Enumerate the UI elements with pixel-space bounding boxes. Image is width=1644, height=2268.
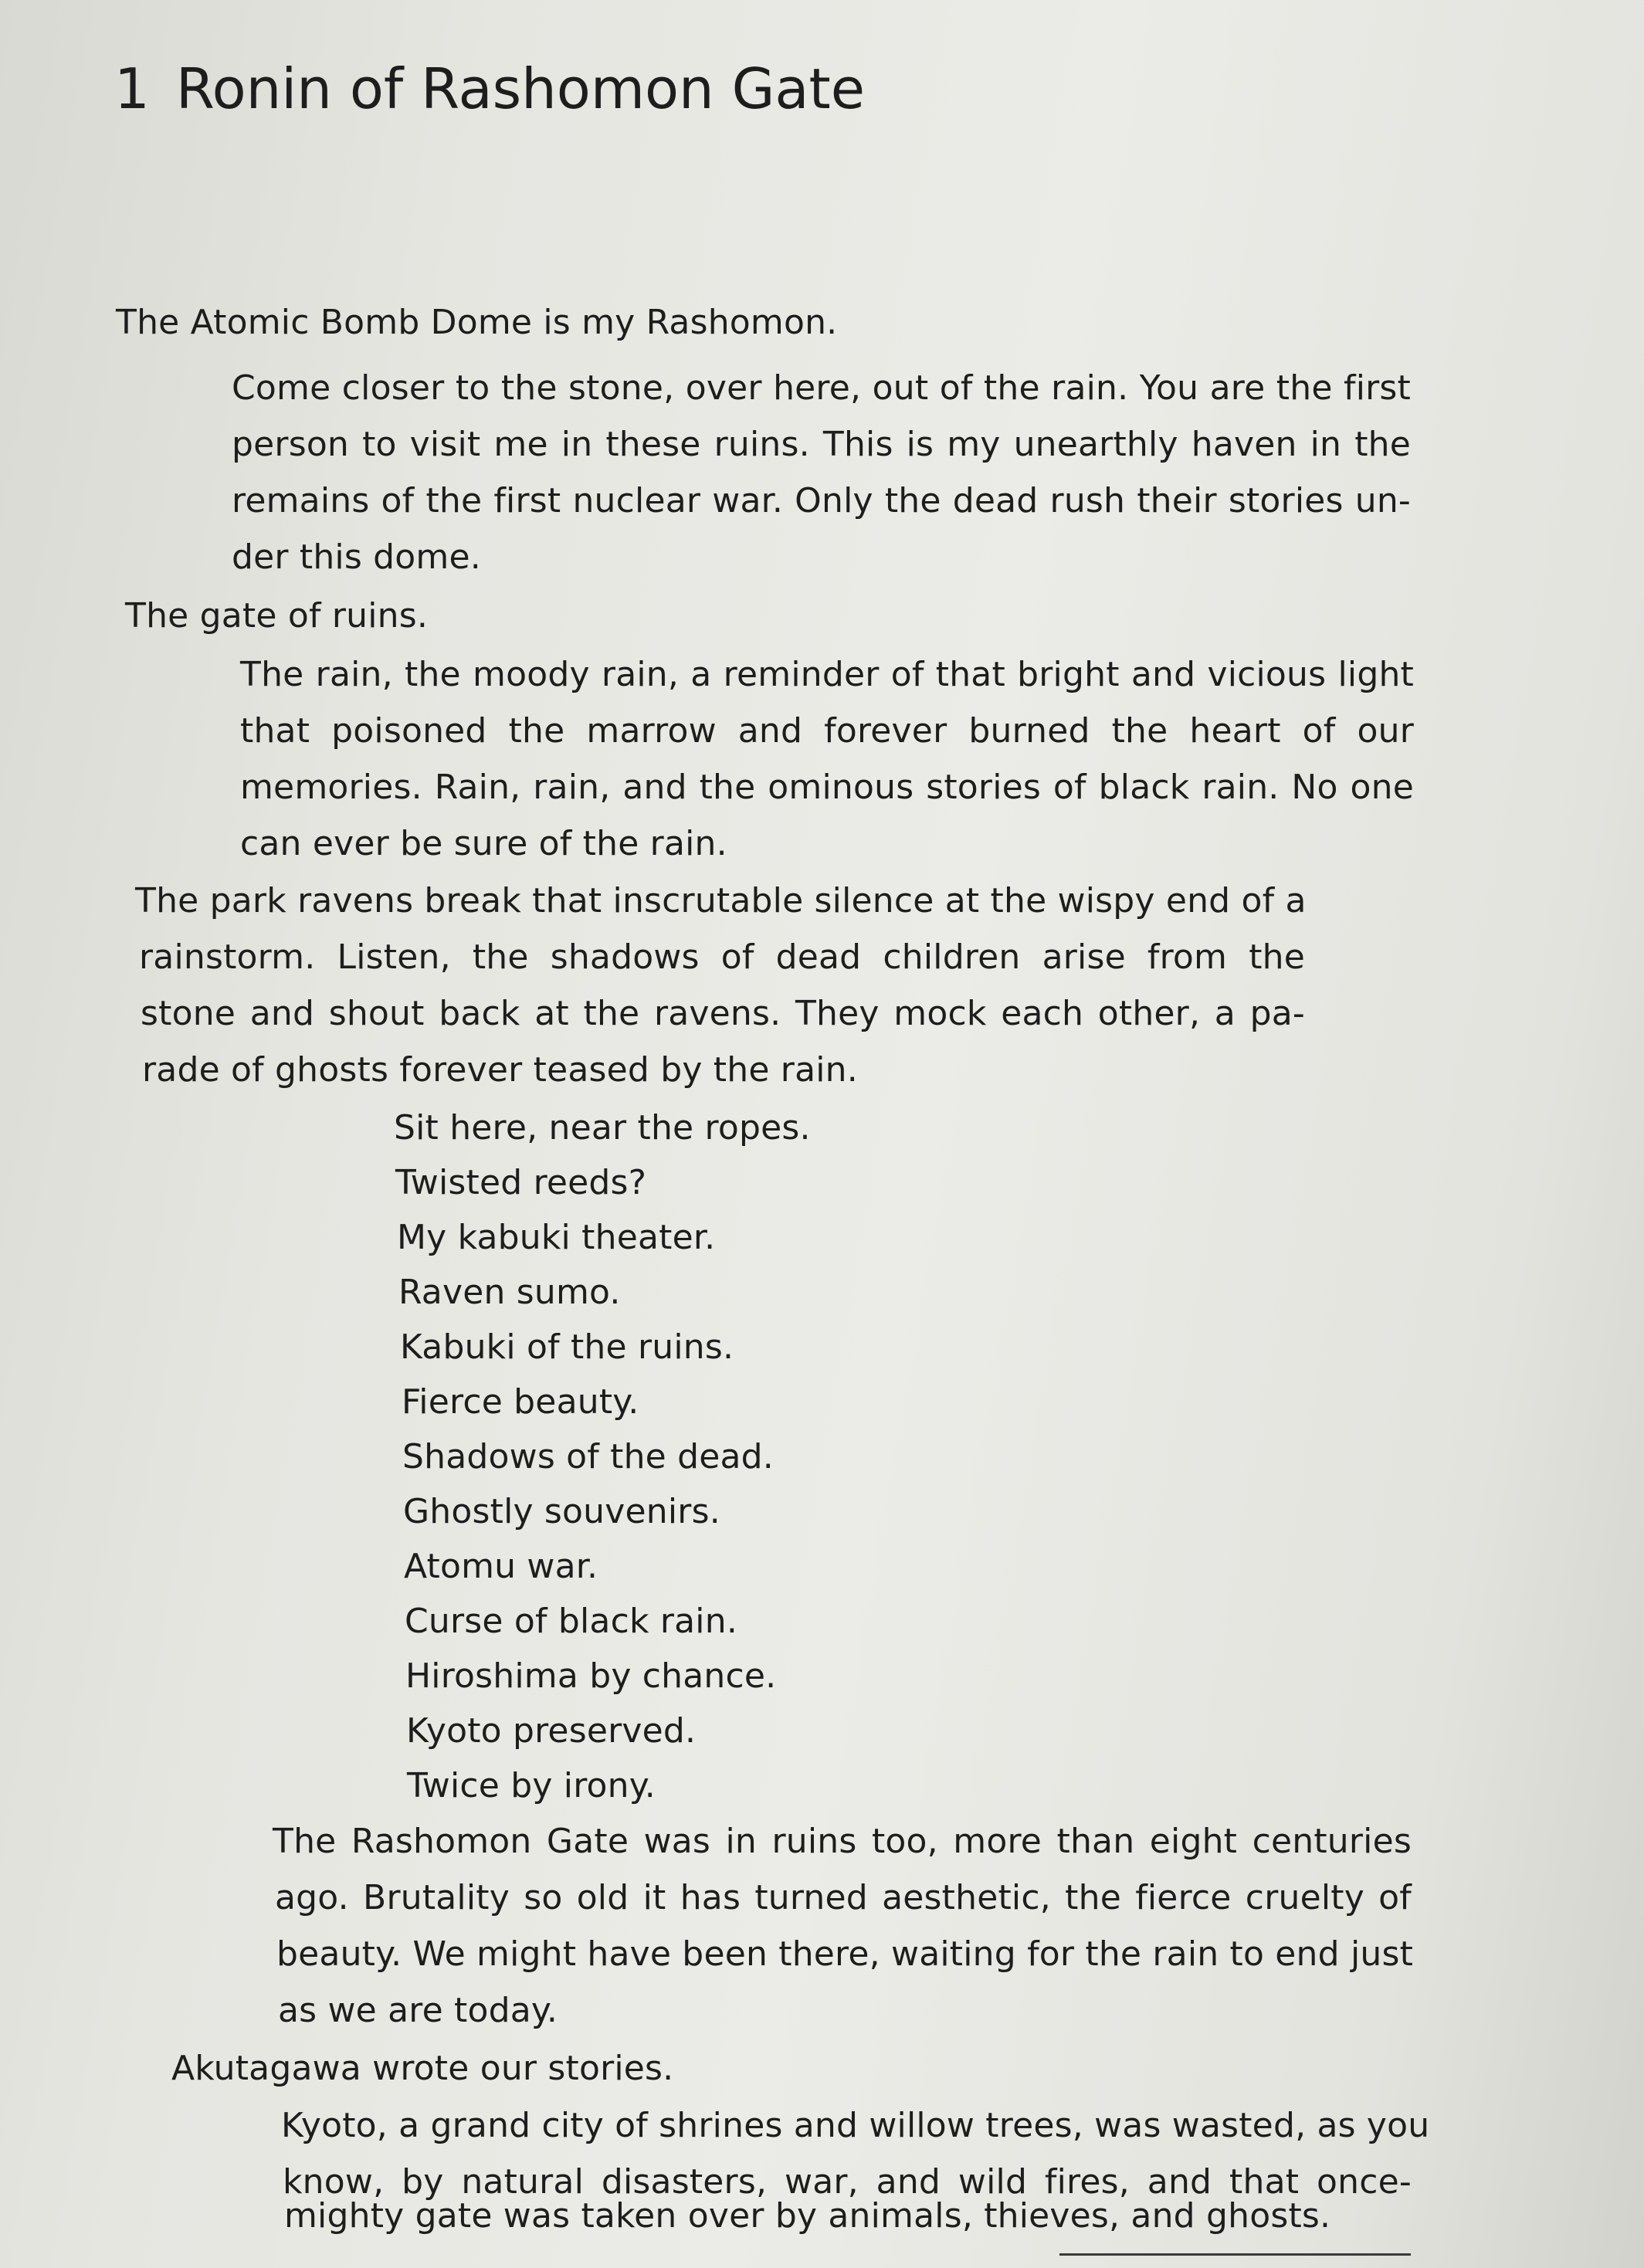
- text-line: Come closer to the stone, over here, out of the rain. You are the first: [232, 368, 1411, 408]
- text-line: The Atomic Bomb Dome is my Rashomon.: [116, 303, 838, 342]
- text-line: rade of ghosts forever teased by the rain.: [142, 1050, 858, 1090]
- text-line: know, by natural disasters, war, and wild fires, and that once-: [283, 2162, 1412, 2202]
- text-line: ago. Brutality so old it has turned aesthetic, the fierce cruelty of: [275, 1878, 1412, 1917]
- text-line: Kyoto, a grand city of shrines and willow trees, was wasted, as you: [281, 2106, 1430, 2145]
- verse-line: Curse of black rain.: [405, 1602, 738, 1641]
- text-line: remains of the first nuclear war. Only the dead rush their stories un-: [232, 481, 1411, 520]
- text-line: The gate of ruins.: [125, 596, 429, 636]
- text-line: der this dome.: [232, 537, 481, 577]
- text-line: person to visit me in these ruins. This is my unearthly haven in the: [232, 425, 1411, 464]
- chapter-number: 1: [114, 56, 150, 121]
- text-line: stone and shout back at the ravens. They mock each other, a pa-: [141, 994, 1305, 1033]
- verse-line: Raven sumo.: [398, 1273, 621, 1312]
- verse-line: Kyoto preserved.: [406, 1711, 697, 1751]
- footer-rule: [1059, 2253, 1411, 2256]
- text-line: as we are today.: [278, 1991, 558, 2030]
- verse-line: Twice by irony.: [407, 1766, 656, 1805]
- text-line: can ever be sure of the rain.: [240, 824, 727, 863]
- chapter-title: Ronin of Rashomon Gate: [175, 56, 866, 121]
- verse-line: Hiroshima by chance.: [405, 1656, 777, 1696]
- text-line: The park ravens break that inscrutable silence at the wispy end of a: [135, 881, 1307, 920]
- verse-line: Kabuki of the ruins.: [400, 1327, 734, 1367]
- verse-line: Ghostly souvenirs.: [403, 1492, 720, 1531]
- verse-line: Twisted reeds?: [395, 1163, 647, 1202]
- text-line: The rain, the moody rain, a reminder of that bright and vicious light: [240, 655, 1414, 694]
- verse-line: Shadows of the dead.: [402, 1437, 774, 1476]
- verse-line: Sit here, near the ropes.: [394, 1108, 811, 1148]
- text-line: beauty. We might have been there, waiting for the rain to end just: [276, 1934, 1414, 1974]
- text-line: that poisoned the marrow and forever burned the heart of our: [240, 711, 1414, 751]
- verse-line: My kabuki theater.: [397, 1218, 716, 1257]
- text-line: The Rashomon Gate was in ruins too, more than eight centuries: [273, 1822, 1412, 1861]
- chapter-heading: [114, 54, 865, 124]
- text-line: memories. Rain, rain, and the ominous stories of black rain. No one: [240, 768, 1414, 807]
- verse-line: Fierce beauty.: [402, 1382, 639, 1422]
- text-line: Akutagawa wrote our stories.: [171, 2049, 674, 2088]
- text-line: rainstorm. Listen, the shadows of dead children arise from the: [139, 937, 1305, 977]
- verse-line: Atomu war.: [404, 1547, 598, 1586]
- text-line: mighty gate was taken over by animals, thieves, and ghosts.: [284, 2196, 1331, 2236]
